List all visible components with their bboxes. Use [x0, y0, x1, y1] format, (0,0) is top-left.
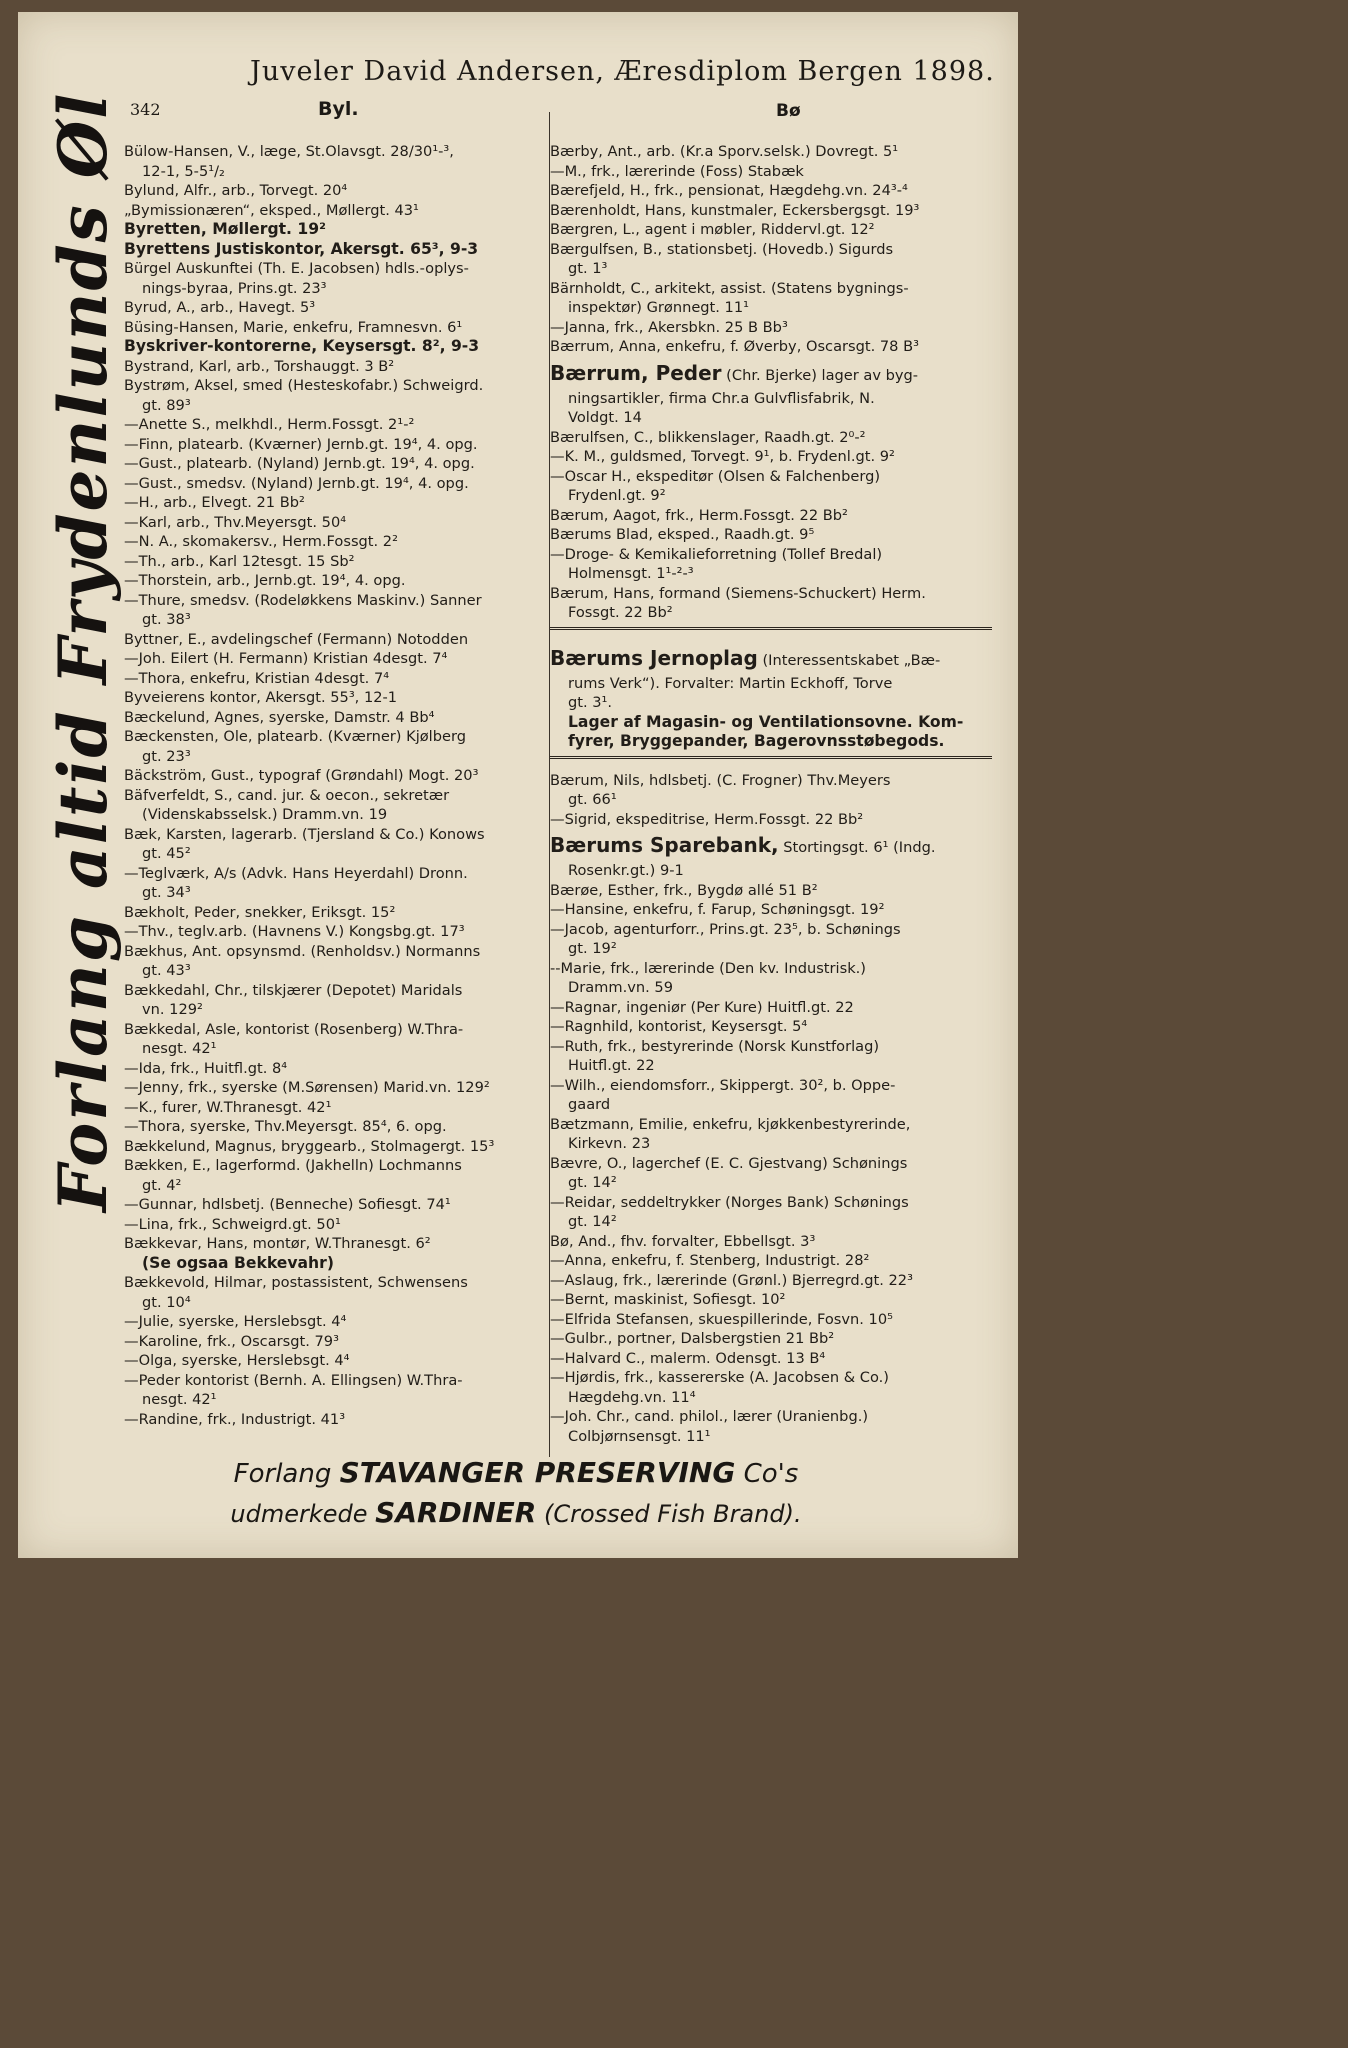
- entry-text: Bäckström, Gust., typograf (Grøndahl) Mogt. 20³: [124, 767, 479, 784]
- directory-entry: [550, 1017, 992, 1037]
- entry-text: —H., arb., Elvegt. 21 Bb²: [124, 494, 305, 511]
- directory-entry: [124, 981, 548, 1001]
- entry-text: Bæckensten, Ole, platearb. (Kværner) Kjølberg: [124, 728, 466, 745]
- directory-entry: [124, 1312, 548, 1332]
- entry-text: Bærgulfsen, B., stationsbetj. (Hovedb.) Sigurds: [550, 240, 894, 258]
- entry-text: —Thorstein, arb., Jernb.gt. 19⁴, 4. opg.: [124, 572, 406, 589]
- directory-entry: [550, 959, 992, 979]
- entry-text: —Ragnhild, kontorist, Keysersgt. 5⁴: [550, 1018, 808, 1035]
- entry-text: Fossgt. 22 Bb²: [568, 604, 673, 621]
- directory-entry: [550, 389, 992, 409]
- directory-entry: [550, 357, 992, 389]
- entry-text: —Elfrida Stefansen, skuespillerinde, Fosvn. 10⁵: [550, 1310, 893, 1328]
- directory-entry: [124, 493, 548, 513]
- directory-entry: [550, 181, 992, 201]
- directory-entry: [124, 1410, 548, 1430]
- directory-entry: [550, 1095, 992, 1115]
- directory-entry: [124, 883, 548, 903]
- directory-entry: [124, 1293, 548, 1313]
- entry-text: —M., frk., lærerinde (Foss) Stabæk: [550, 162, 804, 180]
- guide-word-right: Bø: [776, 101, 801, 121]
- directory-entry: [124, 279, 548, 299]
- entry-text: —Aslaug, frk., lærerinde (Grønl.) Bjerregrd.gt. 22³: [550, 1271, 913, 1289]
- entry-text: —Halvard C., malerm. Odensgt. 13 B⁴: [550, 1349, 826, 1367]
- entry-text: —Bernt, maskinist, Sofiesgt. 10²: [550, 1291, 786, 1308]
- directory-entry: [550, 1368, 992, 1388]
- entry-text: —Sigrid, ekspeditrise, Herm.Fossgt. 22 Bb²: [550, 810, 864, 828]
- directory-entry: [124, 415, 548, 435]
- entry-text: Bæk, Karsten, lagerarb. (Tjersland & Co.) Konows: [124, 825, 485, 843]
- entry-text: Kirkevn. 23: [568, 1135, 651, 1152]
- directory-entry: [550, 1310, 992, 1330]
- entry-text: (Se ogsaa Bekkevahr): [142, 1253, 334, 1272]
- entry-text: Bækken, E., lagerformd. (Jakhelln) Lochmanns: [124, 1157, 462, 1174]
- directory-entry: [550, 506, 992, 526]
- entry-text: Bækkevar, Hans, montør, W.Thranesgt. 6²: [124, 1235, 431, 1252]
- directory-entry: [124, 259, 548, 279]
- directory-entry: [124, 318, 548, 338]
- directory-entry: [124, 1059, 548, 1079]
- entry-detail: (Chr. Bjerke) lager av byg-: [721, 366, 919, 384]
- directory-entry: [550, 1232, 992, 1252]
- directory-entry: [124, 922, 548, 942]
- directory-entry: [124, 708, 548, 728]
- entry-text: Bystrand, Karl, arb., Torshauggt. 3 B²: [124, 357, 395, 375]
- entry-text: Bystrøm, Aksel, smed (Hesteskofabr.) Schweigrd.: [124, 377, 484, 394]
- entry-text: Byrud, A., arb., Havegt. 5³: [124, 299, 316, 316]
- bottom-ad-text: Co's: [735, 1459, 799, 1489]
- entry-text: Hægdehg.vn. 11⁴: [568, 1388, 696, 1406]
- entry-text: Bækholt, Peder, snekker, Eriksgt. 15²: [124, 903, 396, 921]
- entry-text: Bærum, Nils, hdlsbetj. (C. Frogner) Thv.Meyers: [550, 771, 891, 789]
- directory-entry: [124, 1020, 548, 1040]
- directory-entry: [550, 771, 992, 791]
- entry-text: vn. 129²: [142, 1001, 203, 1018]
- directory-entry: [550, 318, 992, 338]
- directory-entry: [550, 428, 992, 448]
- directory-entry: [124, 1176, 548, 1196]
- entry-text: Bækkedal, Asle, kontorist (Rosenberg) W.Thra-: [124, 1020, 464, 1038]
- directory-entry: [124, 1039, 548, 1059]
- entry-text: —Anna, enkefru, f. Stenberg, Industrigt. 28²: [550, 1252, 870, 1269]
- entry-text: Büsing-Hansen, Marie, enkefru, Framnesvn. 6¹: [124, 318, 463, 336]
- directory-entry: [550, 564, 992, 584]
- entry-text: —Thv., teglv.arb. (Havnens V.) Kongsbg.gt. 17³: [124, 923, 465, 940]
- directory-entry: [550, 1290, 992, 1310]
- directory-entry: [550, 1154, 992, 1174]
- entry-text: gt. 23³: [142, 747, 191, 765]
- entry-text: —Randine, frk., Industrigt. 41³: [124, 1410, 346, 1428]
- directory-entry: [124, 1195, 548, 1215]
- entry-text: gt. 14²: [568, 1213, 617, 1230]
- entry-text: Bülow-Hansen, V., læge, St.Olavsgt. 28/30¹-³,: [124, 143, 454, 160]
- bottom-ad-line-2: [0, 1496, 1032, 1529]
- directory-entry: [124, 1156, 548, 1176]
- entry-text: Frydenl.gt. 9²: [568, 487, 666, 504]
- directory-entry: [550, 486, 992, 506]
- entry-text: Bærøe, Esther, frk., Bygdø allé 51 B²: [550, 881, 818, 899]
- directory-entry: [124, 1117, 548, 1137]
- entry-detail: (Interessentskabet „Bæ-: [757, 651, 941, 669]
- page-number: 342: [130, 100, 161, 119]
- directory-entry: [550, 1329, 992, 1349]
- directory-entry: [550, 674, 992, 694]
- directory-entry: [550, 201, 992, 221]
- entry-text: Bærrum, Anna, enkefru, f. Øverby, Oscarsgt. 78 B³: [550, 338, 919, 355]
- directory-entry: [124, 201, 548, 221]
- entry-text: —Joh. Chr., cand. philol., lærer (Uranienbg.): [550, 1408, 869, 1425]
- entry-text: —Oscar H., ekspeditør (Olsen & Falchenberg): [550, 467, 881, 485]
- entry-text: Bürgel Auskunftei (Th. E. Jacobsen) hdls.-oplys-: [124, 260, 469, 277]
- directory-entry: [124, 513, 548, 533]
- entry-text: —Gulbr., portner, Dalsbergstien 21 Bb²: [550, 1330, 835, 1347]
- entry-text: nesgt. 42¹: [142, 1391, 217, 1408]
- entry-text: —Ruth, frk., bestyrerinde (Norsk Kunstforlag): [550, 1037, 880, 1055]
- entry-text: Bærum, Aagot, frk., Herm.Fossgt. 22 Bb²: [550, 506, 848, 524]
- directory-entry: [124, 357, 548, 377]
- directory-page: [18, 12, 1018, 1558]
- directory-entry: [124, 1137, 548, 1157]
- directory-entry: [124, 552, 548, 572]
- directory-entry: [124, 142, 548, 162]
- directory-entry: [124, 1273, 548, 1293]
- entry-text: —Teglværk, A/s (Advk. Hans Heyerdahl) Dronn.: [124, 864, 468, 882]
- entry-text: gt. 1³: [568, 260, 608, 277]
- entry-text: Byretten, Møllergt. 19²: [124, 220, 326, 238]
- entry-text: nings-byraa, Prins.gt. 23³: [142, 279, 327, 297]
- directory-entry: [550, 693, 992, 713]
- directory-entry: [124, 591, 548, 611]
- separator-rule: [550, 627, 992, 638]
- entry-text: Voldgt. 14: [568, 409, 642, 426]
- directory-entry: [124, 1078, 548, 1098]
- entry-text: Huitfl.gt. 22: [568, 1057, 655, 1074]
- entry-text: —K., furer, W.Thranesgt. 42¹: [124, 1098, 332, 1116]
- directory-entry: [124, 825, 548, 845]
- bottom-ad-product: SARDINER: [375, 1496, 537, 1529]
- bottom-ad-line-1: [0, 1456, 1032, 1489]
- entry-text: Bærums Blad, eksped., Raadh.gt. 9⁵: [550, 526, 815, 543]
- entry-text: —K. M., guldsmed, Torvegt. 9¹, b. Frydenl.gt. 9²: [550, 448, 895, 465]
- entry-text: gt. 34³: [142, 884, 191, 901]
- entry-text: —Hjørdis, frk., kassererske (A. Jacobsen & Co.): [550, 1369, 889, 1386]
- entry-text: Bärnholdt, C., arkitekt, assist. (Statens bygnings-: [550, 279, 909, 297]
- entry-text: —Gust., platearb. (Nyland) Jernb.gt. 19⁴, 4. opg.: [124, 455, 475, 472]
- bottom-ad-text: (Crossed Fish Brand).: [536, 1500, 802, 1528]
- entry-text: Bærrum, Peder: [550, 360, 722, 385]
- directory-entry: [124, 396, 548, 416]
- entry-text: Byrettens Justiskontor, Akersgt. 65³, 9-3: [124, 239, 479, 258]
- directory-entry: [550, 1212, 992, 1232]
- directory-entry: [550, 298, 992, 318]
- directory-entry: [550, 447, 992, 467]
- entry-text: —Thora, enkefru, Kristian 4desgt. 7⁴: [124, 669, 390, 687]
- directory-entry: [550, 467, 992, 487]
- directory-entry: [124, 1234, 548, 1254]
- directory-entry: [550, 545, 992, 565]
- entry-text: gt. 66¹: [568, 791, 617, 808]
- entry-text: Rosenkr.gt.) 9-1: [568, 862, 684, 879]
- directory-entry: [124, 435, 548, 455]
- entry-text: Colbjørnsensgt. 11¹: [568, 1427, 711, 1445]
- entry-text: „Bymissionæren“, eksped., Møllergt. 43¹: [124, 201, 419, 219]
- entry-text: Bærums Jernoplag: [550, 645, 758, 670]
- directory-entry: [550, 525, 992, 545]
- entry-text: gt. 3¹.: [568, 694, 613, 711]
- directory-entry: [124, 610, 548, 630]
- directory-entry: [550, 881, 992, 901]
- directory-entry: [124, 688, 548, 708]
- entry-text: (Videnskabsselsk.) Dramm.vn. 19: [142, 806, 388, 823]
- directory-entry: [124, 162, 548, 182]
- directory-entry: [550, 240, 992, 260]
- directory-entry: [550, 162, 992, 182]
- directory-entry: [550, 978, 992, 998]
- directory-entry: [550, 603, 992, 623]
- directory-entry: [124, 532, 548, 552]
- entry-text: —Gust., smedsv. (Nyland) Jernb.gt. 19⁴, 4. opg.: [124, 474, 469, 492]
- directory-entry: [124, 298, 548, 318]
- entry-text: —Olga, syerske, Herslebsgt. 4⁴: [124, 1352, 350, 1369]
- entry-text: —Gunnar, hdlsbetj. (Benneche) Sofiesgt. 74¹: [124, 1196, 451, 1213]
- entry-text: —Karoline, frk., Oscarsgt. 79³: [124, 1332, 339, 1350]
- entry-text: Bærefjeld, H., frk., pensionat, Hægdehg.vn. 24³-⁴: [550, 182, 908, 199]
- directory-entry: [550, 1115, 992, 1135]
- directory-entry: [550, 1173, 992, 1193]
- directory-entry: [124, 181, 548, 201]
- directory-entry: [124, 1215, 548, 1235]
- directory-entry: [550, 1349, 992, 1369]
- entry-text: Bærulfsen, C., blikkenslager, Raadh.gt. 2⁰-²: [550, 428, 866, 446]
- directory-entry: [124, 571, 548, 591]
- entry-text: ningsartikler, firma Chr.a Gulvflisfabrik, N.: [568, 389, 875, 407]
- entry-text: nesgt. 42¹: [142, 1040, 217, 1057]
- directory-entry: [550, 998, 992, 1018]
- entry-text: rums Verk“). Forvalter: Martin Eckhoff, Torve: [568, 674, 893, 692]
- directory-entry: [550, 337, 992, 357]
- directory-entry: [124, 903, 548, 923]
- entry-text: Bylund, Alfr., arb., Torvegt. 20⁴: [124, 182, 348, 199]
- entry-text: gt. 14²: [568, 1174, 617, 1191]
- directory-entry: [550, 1407, 992, 1427]
- directory-entry: [124, 844, 548, 864]
- directory-entry: [550, 900, 992, 920]
- directory-entry: [124, 220, 548, 240]
- directory-entry: [124, 1351, 548, 1371]
- entry-text: Bæckelund, Agnes, syerske, Damstr. 4 Bb⁴: [124, 708, 435, 726]
- entry-text: —Anette S., melkhdl., Herm.Fossgt. 2¹-²: [124, 416, 415, 433]
- entry-text: Bækkevold, Hilmar, postassistent, Schwensens: [124, 1274, 468, 1291]
- entry-text: gaard: [568, 1096, 611, 1113]
- entry-text: —Finn, platearb. (Kværner) Jernb.gt. 19⁴, 4. opg.: [124, 435, 478, 453]
- directory-entry: [550, 1134, 992, 1154]
- directory-entry: [124, 376, 548, 396]
- entry-text: —Lina, frk., Schweigrd.gt. 50¹: [124, 1215, 341, 1233]
- directory-entry: [124, 1332, 548, 1352]
- directory-entry: [550, 790, 992, 810]
- separator-rule: [550, 756, 992, 767]
- directory-entry: [124, 942, 548, 962]
- directory-entry: [550, 1427, 992, 1447]
- directory-entry: [550, 861, 992, 881]
- entry-text: —Th., arb., Karl 12tesgt. 15 Sb²: [124, 552, 355, 570]
- directory-entry: [550, 939, 992, 959]
- entry-text: Bækkelund, Magnus, bryggearb., Stolmagergt. 15³: [124, 1137, 495, 1155]
- entry-text: —N. A., skomakersv., Herm.Fossgt. 2²: [124, 533, 398, 550]
- entry-text: gt. 43³: [142, 962, 191, 979]
- directory-entry: [124, 961, 548, 981]
- entry-text: 12-1, 5-5¹/₂: [142, 162, 225, 180]
- directory-entry: [124, 454, 548, 474]
- bottom-ad-brand: STAVANGER PRESERVING: [339, 1456, 736, 1489]
- directory-entry: [124, 727, 548, 747]
- entry-text: —Joh. Eilert (H. Fermann) Kristian 4desgt. 7⁴: [124, 650, 448, 667]
- entry-text: —Thure, smedsv. (Rodeløkkens Maskinv.) Sanner: [124, 591, 482, 609]
- entry-text: —Ragnar, ingeniør (Per Kure) Huitfl.gt. 22: [550, 998, 854, 1016]
- entry-text: —Janna, frk., Akersbkn. 25 B Bb³: [550, 318, 788, 336]
- entry-text: Bærums Sparebank,: [550, 833, 779, 857]
- entry-text: Bækkedahl, Chr., tilskjærer (Depotet) Maridals: [124, 981, 463, 999]
- directory-entry: [550, 279, 992, 299]
- directory-entry: [550, 1076, 992, 1096]
- directory-entry: [124, 649, 548, 669]
- entry-text: Bø, And., fhv. forvalter, Ebbellsgt. 3³: [550, 1232, 816, 1250]
- entry-text: Bærby, Ant., arb. (Kr.a Sporv.selsk.) Dovregt. 5¹: [550, 143, 899, 160]
- directory-entry: [550, 810, 992, 830]
- directory-entry: [124, 630, 548, 650]
- directory-entry: [124, 1098, 548, 1118]
- directory-entry: [550, 920, 992, 940]
- directory-entry: [550, 1037, 992, 1057]
- entry-text: Bærum, Hans, formand (Siemens-Schuckert) Herm.: [550, 584, 926, 602]
- entry-text: Byttner, E., avdelingschef (Fermann) Notodden: [124, 630, 469, 648]
- directory-entry: [550, 642, 992, 674]
- directory-entry: [124, 474, 548, 494]
- entry-text: gt. 89³: [142, 396, 191, 414]
- directory-entry: [124, 337, 548, 357]
- directory-entry: [124, 747, 548, 767]
- directory-entry: [550, 1193, 992, 1213]
- entry-text: —Thora, syerske, Thv.Meyersgt. 85⁴, 6. opg.: [124, 1118, 447, 1135]
- page-header-ad: Juveler David Andersen, Æresdiplom Bergen 1898.: [250, 56, 995, 87]
- entry-text: Lager af Magasin- og Ventilationsovne. Kom-: [568, 712, 964, 731]
- entry-text: Bäfverfeldt, S., cand. jur. & oecon., sekretær: [124, 786, 450, 804]
- entry-text: fyrer, Bryggepander, Bagerovnsstøbegods.: [568, 732, 945, 750]
- directory-entry: [124, 805, 548, 825]
- entry-text: —Julie, syerske, Herslebsgt. 4⁴: [124, 1313, 347, 1330]
- entry-text: Bærgren, L., agent i møbler, Riddervl.gt. 12²: [550, 221, 875, 238]
- directory-entry: [124, 669, 548, 689]
- entry-text: Byskriver-kontorerne, Keysersgt. 8², 9-3: [124, 337, 480, 355]
- directory-entry: [550, 1251, 992, 1271]
- entry-text: Holmensgt. 1¹-²-³: [568, 565, 694, 582]
- entry-text: gt. 19²: [568, 940, 617, 957]
- entry-text: —Peder kontorist (Bernh. A. Ellingsen) W.Thra-: [124, 1371, 463, 1389]
- entry-text: Bækhus, Ant. opsynsmd. (Renholdsv.) Normanns: [124, 942, 481, 960]
- bottom-ad-text: Forlang: [233, 1459, 340, 1489]
- directory-entry: [124, 1371, 548, 1391]
- side-advertisement: Forlang altid Frydenlunds Øl: [44, 91, 122, 1212]
- directory-entry: [550, 732, 992, 752]
- right-column: [550, 142, 992, 1446]
- guide-word-left: Byl.: [318, 98, 359, 120]
- entry-text: gt. 10⁴: [142, 1293, 191, 1311]
- directory-entry: [550, 142, 992, 162]
- entry-text: Dramm.vn. 59: [568, 979, 673, 996]
- directory-entry: [550, 1271, 992, 1291]
- directory-entry: [550, 1388, 992, 1408]
- entry-text: --Marie, frk., lærerinde (Den kv. Industrisk.): [550, 959, 866, 977]
- entry-text: —Jenny, frk., syerske (M.Sørensen) Marid.vn. 129²: [124, 1079, 490, 1096]
- entry-detail: Stortingsgt. 6¹ (Indg.: [778, 839, 936, 856]
- directory-entry: [550, 1056, 992, 1076]
- entry-text: —Jacob, agenturforr., Prins.gt. 23⁵, b. Schønings: [550, 920, 901, 938]
- entry-text: —Ida, frk., Huitfl.gt. 8⁴: [124, 1059, 288, 1077]
- directory-entry: [550, 408, 992, 428]
- entry-text: Bævre, O., lagerchef (E. C. Gjestvang) Schønings: [550, 1154, 908, 1172]
- entry-text: gt. 4²: [142, 1176, 182, 1194]
- directory-entry: [124, 766, 548, 786]
- directory-entry: [550, 829, 992, 861]
- directory-entry: [124, 1254, 548, 1274]
- entry-text: —Reidar, seddeltrykker (Norges Bank) Schønings: [550, 1193, 909, 1211]
- directory-entry: [124, 864, 548, 884]
- directory-entry: [550, 584, 992, 604]
- entry-text: Bætzmann, Emilie, enkefru, kjøkkenbestyrerinde,: [550, 1115, 911, 1133]
- directory-entry: [124, 1390, 548, 1410]
- entry-text: Byveierens kontor, Akersgt. 55³, 12-1: [124, 689, 398, 706]
- entry-text: Bærenholdt, Hans, kunstmaler, Eckersbergsgt. 19³: [550, 201, 920, 219]
- entry-text: —Wilh., eiendomsforr., Skippergt. 30², b. Oppe-: [550, 1076, 896, 1094]
- entry-text: gt. 38³: [142, 611, 191, 628]
- directory-entry: [550, 713, 992, 733]
- entry-text: —Karl, arb., Thv.Meyersgt. 50⁴: [124, 513, 347, 531]
- directory-entry: [550, 259, 992, 279]
- directory-entry: [124, 786, 548, 806]
- directory-entry: [124, 240, 548, 260]
- entry-text: gt. 45²: [142, 845, 191, 862]
- entry-text: —Droge- & Kemikalieforretning (Tollef Bredal): [550, 545, 883, 563]
- directory-entry: [124, 1000, 548, 1020]
- left-column: [124, 142, 548, 1429]
- bottom-ad-text: udmerkede: [230, 1500, 376, 1528]
- entry-text: —Hansine, enkefru, f. Farup, Schøningsgt. 19²: [550, 901, 885, 918]
- entry-text: inspektør) Grønnegt. 11¹: [568, 299, 749, 316]
- directory-entry: [550, 220, 992, 240]
